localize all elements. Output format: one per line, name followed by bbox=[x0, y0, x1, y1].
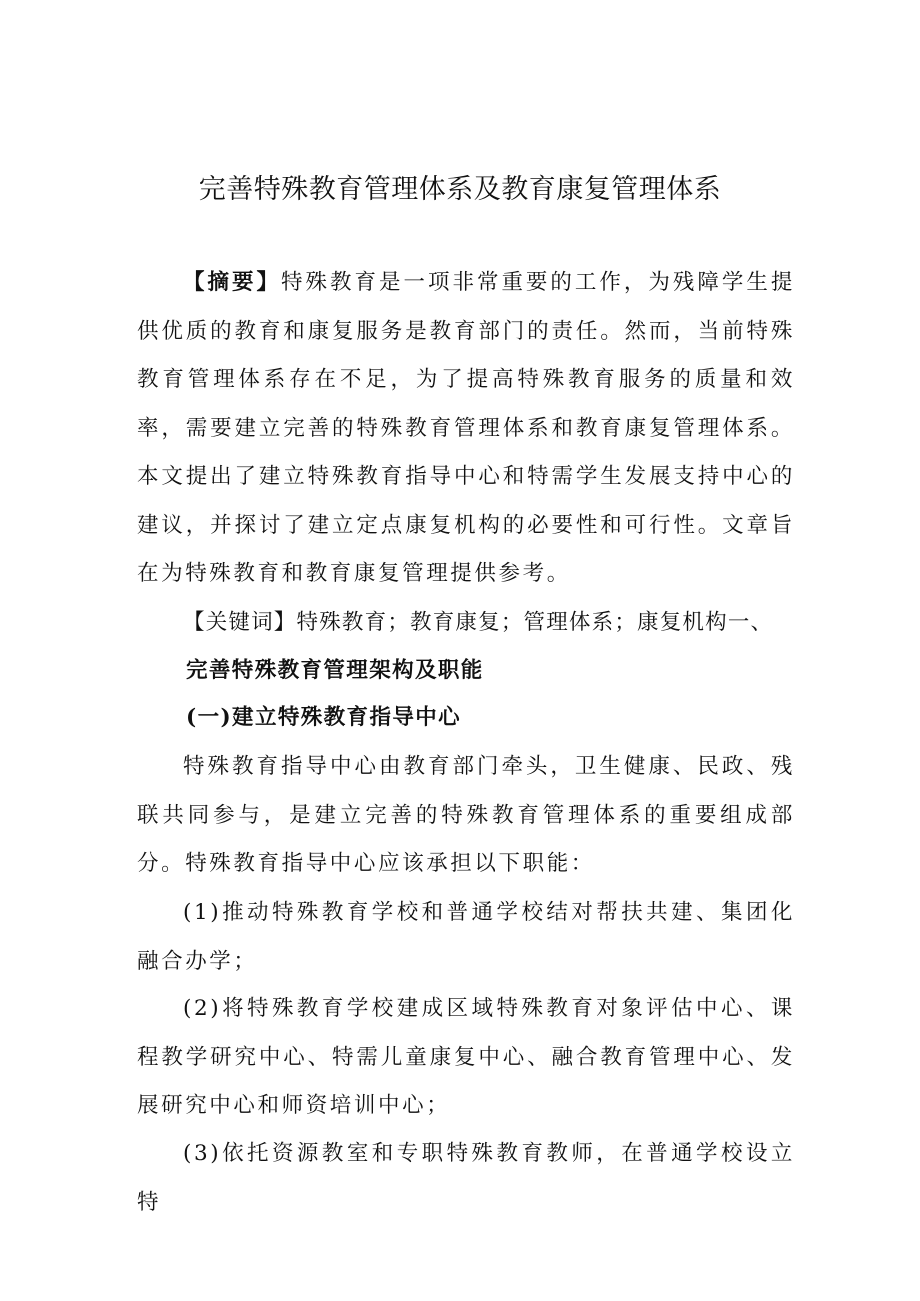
abstract-label: 【摘要】 bbox=[183, 270, 281, 295]
abstract-paragraph bbox=[137, 259, 795, 599]
list-item: (2)将特殊教育学校建成区域特殊教育对象评估中心、课程教学研究中心、特需儿童康复中心、融合教育管理中心、发展研究中心和师资培训中心； bbox=[137, 996, 795, 1118]
body-paragraph: 特殊教育指导中心由教育部门牵头，卫生健康、民政、残联共同参与，是建立完善的特殊教育管理体系的重要组成部分。特殊教育指导中心应该承担以下职能： bbox=[137, 754, 795, 876]
keywords-text: 特殊教育；教育康复；管理体系；康复机构一、 bbox=[296, 610, 774, 635]
keywords-paragraph bbox=[137, 599, 795, 648]
list-item: (3)依托资源教室和专职特殊教育教师，在普通学校设立特 bbox=[137, 1141, 795, 1215]
section-heading: 完善特殊教育管理架构及职能 bbox=[186, 658, 484, 683]
subsection-heading: (一)建立特殊教育指导中心 bbox=[186, 705, 462, 730]
document-title: 完善特殊教育管理体系及教育康复管理体系 bbox=[198, 174, 722, 205]
keywords-label: 【关键词】 bbox=[183, 610, 297, 635]
abstract-text: 特殊教育是一项非常重要的工作，为残障学生提供优质的教育和康复服务是教育部门的责任。然而，当前特殊教育管理体系存在不足，为了提高特殊教育服务的质量和效率，需要建立完善的特殊教育管理体系和教育康复管理体系。本文提出了建立特殊教育指导中心和特需学生发展支持中心的建议，并探讨了建立定点康复机构的必要性和可行性。文章旨在为特殊教育和教育康复管理提供参考。 bbox=[137, 270, 795, 586]
list-item: (1)推动特殊教育学校和普通学校结对帮扶共建、集团化融合办学； bbox=[137, 900, 795, 974]
